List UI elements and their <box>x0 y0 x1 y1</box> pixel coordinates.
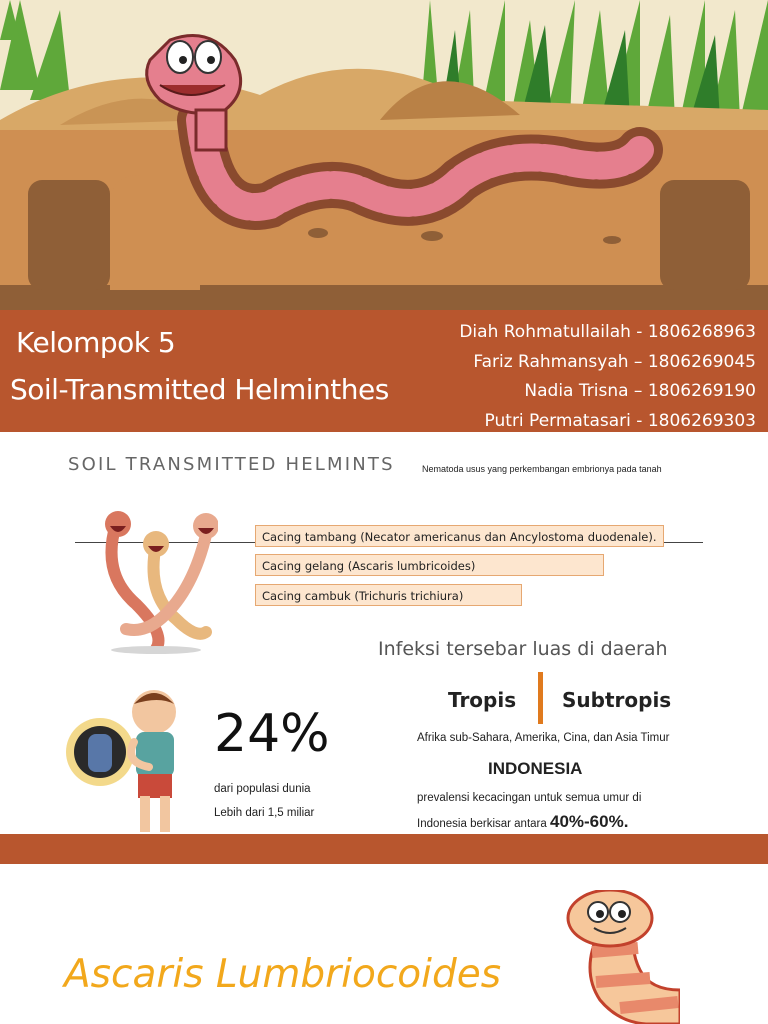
title-slide <box>0 0 768 432</box>
stat-caption: dari populasi dunia <box>214 783 311 795</box>
region-subtropis: Subtropis <box>562 688 672 712</box>
prevalence-value: 40%-60%. <box>549 812 629 831</box>
worm-type-item: Cacing cambuk (Trichuris trichiura) <box>255 584 522 606</box>
country-heading: INDONESIA <box>488 759 583 778</box>
region-tropis: Tropis <box>448 688 517 712</box>
section-subheading: Nematoda usus yang perkembangan embrionya pada tanah <box>422 464 662 474</box>
worm-mascot-illustration <box>560 890 680 1024</box>
prevalence-text-2 <box>417 812 628 832</box>
ascaris-slide <box>0 864 768 1024</box>
region-divider <box>538 672 543 724</box>
member-item: Fariz Rahmansyah – 1806269045 <box>473 351 756 372</box>
infection-heading: Infeksi tersebar luas di daerah <box>378 638 668 660</box>
worm-type-item: Cacing tambang (Necator americanus dan Ancylostoma duodenale). <box>255 525 664 547</box>
stat-caption-2: Lebih dari 1,5 miliar <box>214 807 315 819</box>
group-title: Kelompok 5 <box>16 326 176 359</box>
presentation-title: Soil-Transmitted Helminthes <box>10 373 389 406</box>
member-item: Nadia Trisna – 1806269190 <box>524 381 756 401</box>
worm-landscape-illustration <box>0 0 768 310</box>
regions-list: Afrika sub-Sahara, Amerika, Cina, dan Asia Timur <box>417 732 670 744</box>
member-item: Putri Permatasari - 1806269303 <box>484 410 756 431</box>
worm-type-item: Cacing gelang (Ascaris lumbricoides) <box>255 554 604 576</box>
member-list <box>459 318 756 432</box>
footer-band <box>0 834 768 864</box>
member-item: Diah Rohmatullailah - 1806268963 <box>459 322 756 342</box>
slide-title: Ascaris Lumbriocoides <box>64 952 502 997</box>
three-worms-illustration <box>96 504 218 654</box>
overview-slide <box>0 432 768 864</box>
prevalence-text: prevalensi kecacingan untuk semua umur di <box>417 792 642 804</box>
stat-value: 24% <box>214 704 330 764</box>
section-heading: SOIL TRANSMITTED HELMINTS <box>68 454 395 475</box>
sick-child-illustration <box>64 682 190 842</box>
prevalence-label: Indonesia berkisar antara <box>417 818 547 830</box>
